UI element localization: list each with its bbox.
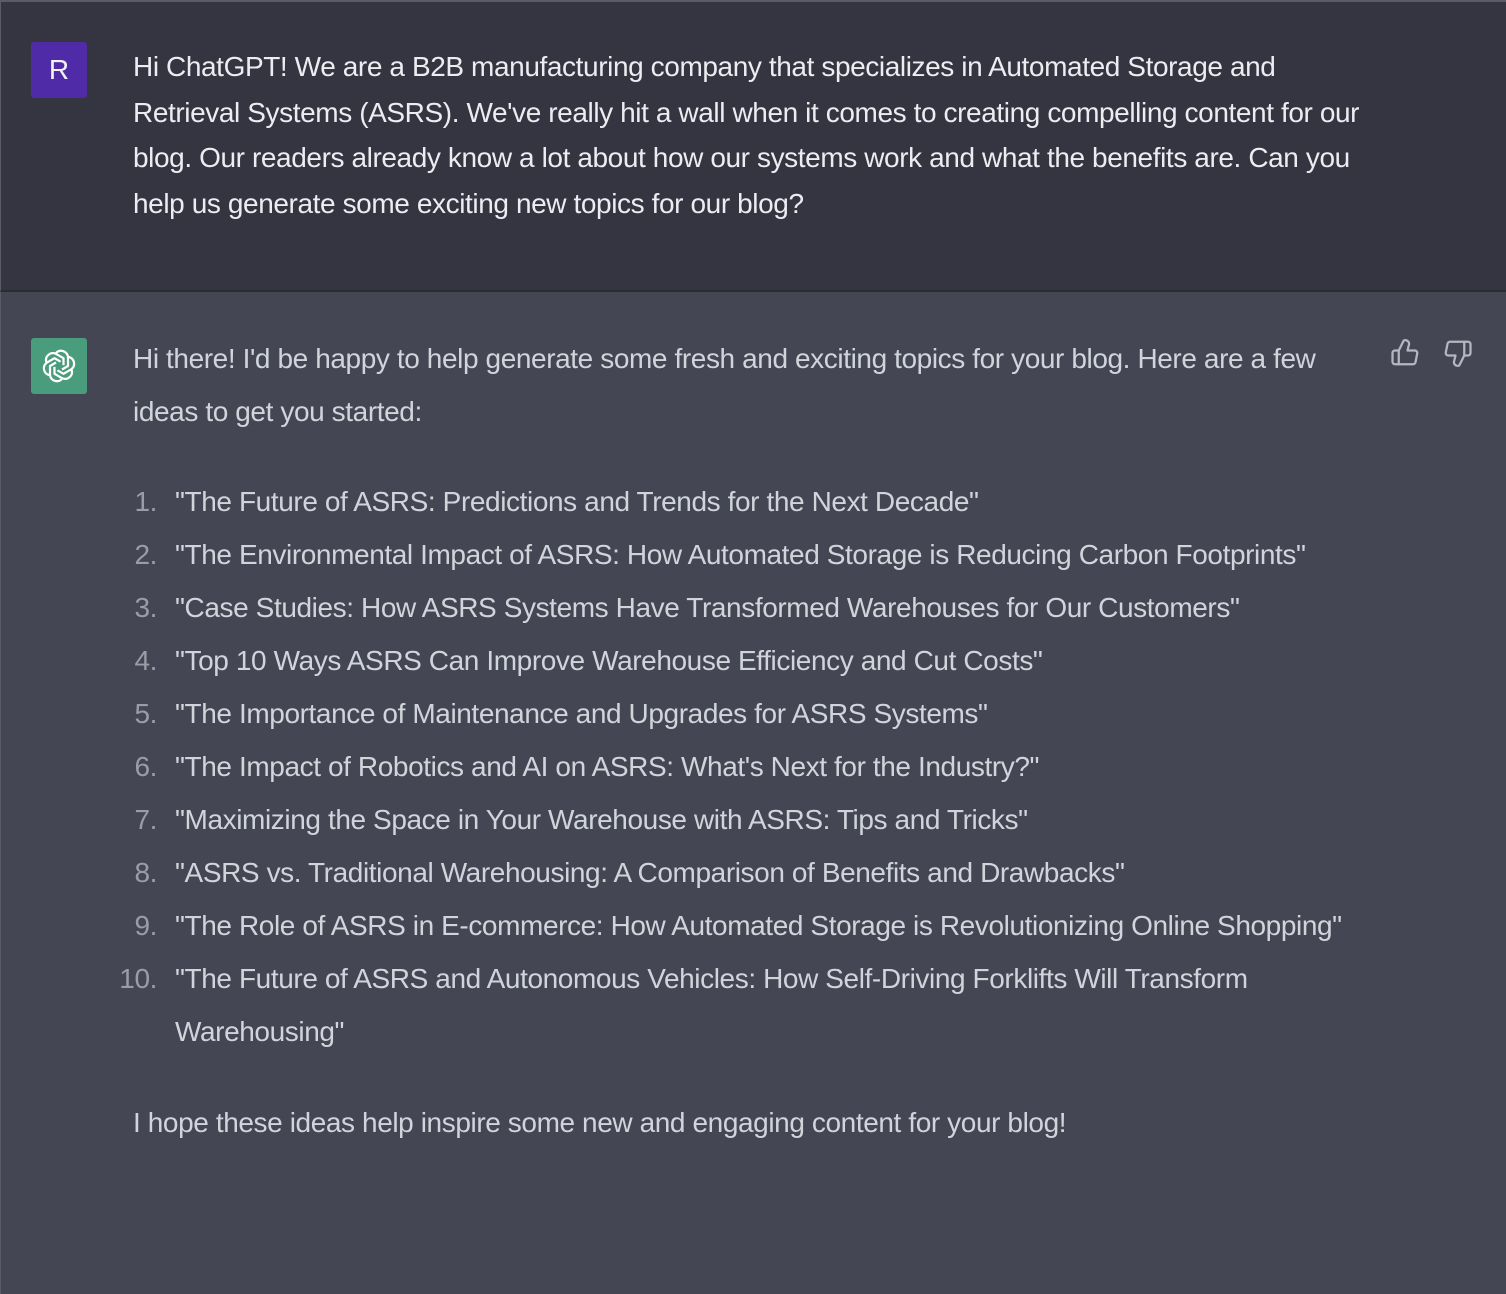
thumbs-down-icon — [1443, 338, 1473, 368]
blog-ideas-list — [119, 475, 1363, 1058]
user-message-text: Hi ChatGPT! We are a B2B manufacturing company that specializes in Automated Storage and Retrieval Systems (ASRS). We've really hit a wall when it comes to creating compelling content for our blog. Our readers already know a lot about how our systems work and what the benefits are. Can you help us generate some exciting new topics for our blog? — [133, 51, 1360, 219]
list-item: 2. "The Environmental Impact of ASRS: How Automated Storage is Reducing Carbon Footprints" — [134, 539, 1306, 570]
assistant-outro: I hope these ideas help inspire some new and engaging content for your blog! — [133, 1107, 1067, 1138]
assistant-message-text — [119, 332, 1363, 1149]
thumbs-up-button[interactable] — [1388, 336, 1422, 370]
thumbs-up-icon — [1390, 338, 1420, 368]
list-item: 8. "ASRS vs. Traditional Warehousing: A Comparison of Benefits and Drawbacks" — [134, 857, 1125, 888]
assistant-message — [0, 292, 1506, 1294]
list-item: 5. "The Importance of Maintenance and Upgrades for ASRS Systems" — [134, 698, 988, 729]
list-item: 7. "Maximizing the Space in Your Warehouse with ASRS: Tips and Tricks" — [134, 804, 1028, 835]
avatar-letter: R — [48, 54, 70, 85]
openai-logo-icon — [39, 346, 79, 386]
assistant-intro: Hi there! I'd be happy to help generate some fresh and exciting topics for your blog. Here are a few ideas to get you started: — [133, 343, 1316, 427]
list-item: 4. "Top 10 Ways ASRS Can Improve Warehouse Efficiency and Cut Costs" — [134, 645, 1043, 676]
list-item: 10. "The Future of ASRS and Autonomous Vehicles: How Self-Driving Forklifts Will Transform Warehousing" — [119, 963, 1248, 1047]
user-message — [0, 0, 1506, 292]
user-avatar — [31, 42, 87, 98]
list-item: 1. "The Future of ASRS: Predictions and Trends for the Next Decade" — [134, 486, 979, 517]
thumbs-down-button[interactable] — [1441, 336, 1475, 370]
list-item: 3. "Case Studies: How ASRS Systems Have Transformed Warehouses for Our Customers" — [134, 592, 1240, 623]
list-item: 6. "The Impact of Robotics and AI on ASRS: What's Next for the Industry?" — [134, 751, 1040, 782]
assistant-avatar — [31, 338, 87, 394]
list-item: 9. "The Role of ASRS in E-commerce: How Automated Storage is Revolutionizing Online Shopping" — [134, 910, 1342, 941]
